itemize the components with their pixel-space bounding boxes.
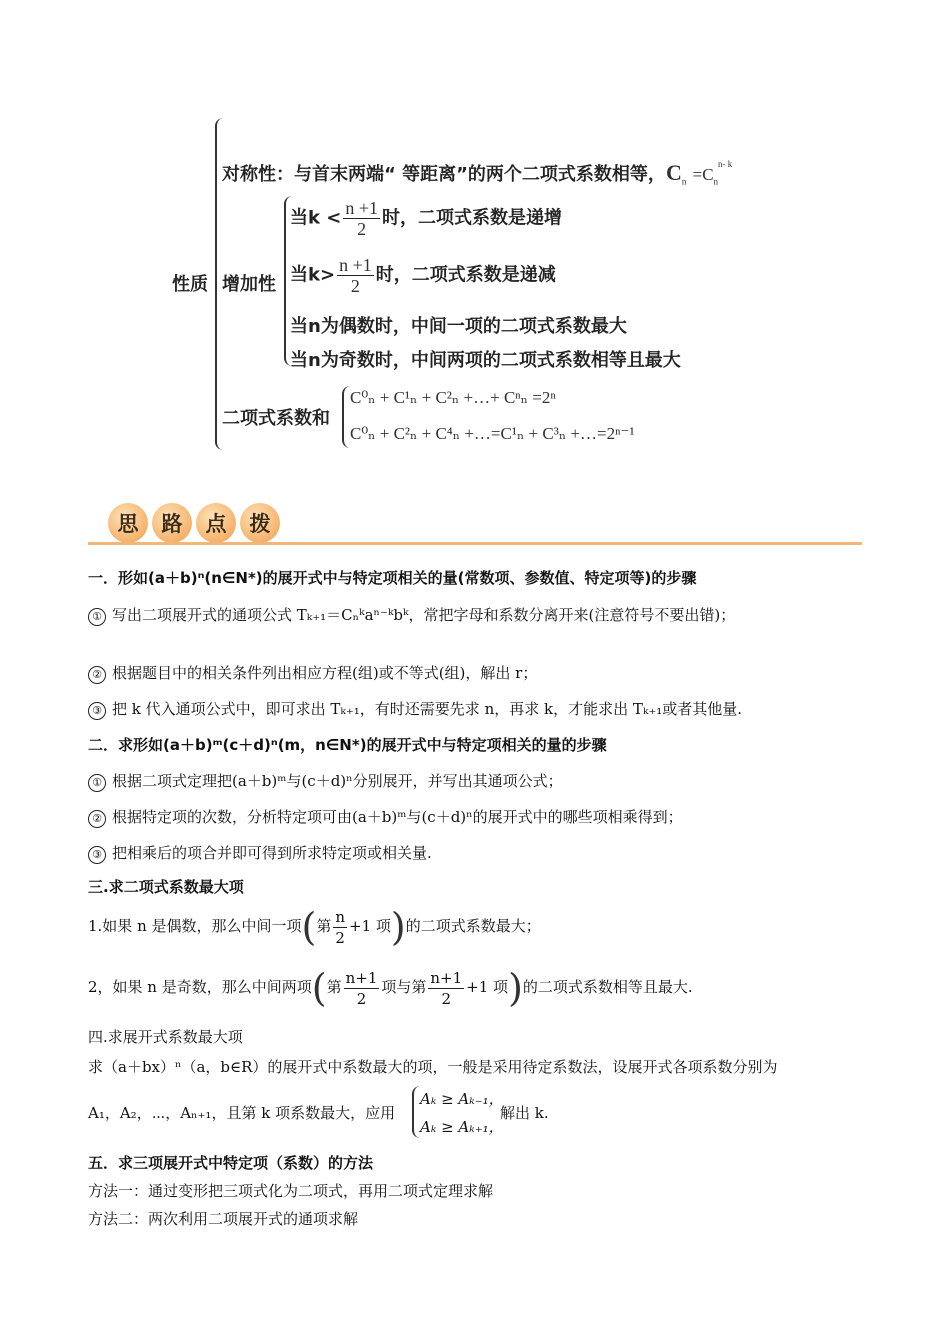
section5-title: 五．求三项展开式中特定项（系数）的方法 (88, 1154, 374, 1172)
sum-label: 二项式系数和 (222, 408, 330, 429)
section1-item2: ② 根据题目中的相关条件列出相应方程(组)或不等式(组)，解出 r； (88, 662, 537, 684)
section2-title: 二．求形如(a＋b)ᵐ(c＋d)ⁿ(m，n∈N*)的展开式中与特定项相关的量的步骤 (88, 736, 607, 754)
section1-item1: ① 写出二项展开式的通项公式 Tₖ₊₁＝Cₙᵏaⁿ⁻ᵏbᵏ，常把字母和系数分离开来(注意符号不要出错)； (88, 604, 735, 626)
section1-item3: ③ 把 k 代入通项公式中，即可求出 Tₖ₊₁，有时还需要先求 n，再求 k，才能求出 Tₖ₊₁或者其他量. (88, 698, 742, 720)
banner-char: 点 (196, 503, 236, 543)
sum-formula-1: C⁰ₙ + C¹ₙ + C²ₙ +…+ Cⁿₙ =2ⁿ (350, 388, 556, 407)
section2-item2: ② 根据特定项的次数，分析特定项可由(a＋b)ᵐ与(c＋d)ⁿ的展开式中的哪些项相乘得到； (88, 806, 683, 828)
section5-method2: 方法二：两次利用二项展开式的通项求解 (88, 1210, 359, 1228)
sum-formula-2: C⁰ₙ + C²ₙ + C⁴ₙ +…=C¹ₙ + C³ₙ +…=2ⁿ⁻¹ (350, 424, 635, 443)
inc-item-3: 当n为偶数时，中间一项的二项式系数最大 (290, 316, 627, 337)
section2-item1: ① 根据二项式定理把(a＋b)ᵐ与(c＋d)ⁿ分别展开，并写出其通项公式； (88, 770, 563, 792)
inc-item-4: 当n为奇数时，中间两项的二项式系数相等且最大 (290, 350, 681, 371)
system-ineq-1: Aₖ ≥ Aₖ₋₁， (420, 1090, 504, 1108)
section1-title: 一．形如(a＋b)ⁿ(n∈N*)的展开式中与特定项相关的量(常数项、参数值、特定项等)的步骤 (88, 569, 697, 587)
banner-divider (88, 542, 862, 545)
section3-line2: 2，如果 n 是奇数，那么中间两项(第 $\frac{n+1}{2}$ 项与第 $\frac{n+1}{2}$ +1 项)的二项式系数相等且最大. (88, 966, 693, 1010)
section2-item3: ③ 把相乘后的项合并即可得到所求特定项或相关量. (88, 842, 432, 864)
banner-char: 拨 (240, 503, 280, 543)
banner-char: 路 (152, 503, 192, 543)
banner-char: 思 (108, 503, 148, 543)
increase-label: 增加性 (222, 274, 276, 295)
system-brace (412, 1086, 420, 1138)
section4-line2: A₁，A₂，⋯，Aₙ₊₁，且第 k 项系数最大，应用 (88, 1104, 396, 1122)
section3-line1: 1.如果 n 是偶数，那么中间一项(第 $\frac{n}{2}$ +1 项)的二项式系数最大； (88, 905, 541, 949)
tree-root-label: 性质 (172, 274, 208, 295)
inc-item-2: 当k> $\frac{n +1}{2}$ 时，二项式系数是递减 (290, 255, 556, 296)
section3-title: 三.求二项式系数最大项 (88, 878, 244, 896)
system-ineq-2: Aₖ ≥ Aₖ₊₁， (420, 1118, 504, 1136)
symmetry-property: 对称性：与首末两端“ 等距离”的两个二项式系数相等，$C_n =C_n^{n- k}$ (222, 159, 733, 187)
section4-line1: 求（a＋bx）ⁿ（a，b∈R）的展开式中系数最大的项，一般是采用待定系数法，设展开式各项系数分别为 (88, 1058, 778, 1076)
section5-method1: 方法一：通过变形把三项式化为二项式，再用二项式定理求解 (88, 1182, 494, 1200)
tips-banner (108, 503, 280, 543)
inc-item-1: 当k < $\frac{n +1}{2}$ 时，二项式系数是递增 (290, 198, 562, 239)
section4-title: 四.求展开式系数最大项 (88, 1028, 243, 1046)
section4-solve: 解出 k. (500, 1104, 549, 1122)
